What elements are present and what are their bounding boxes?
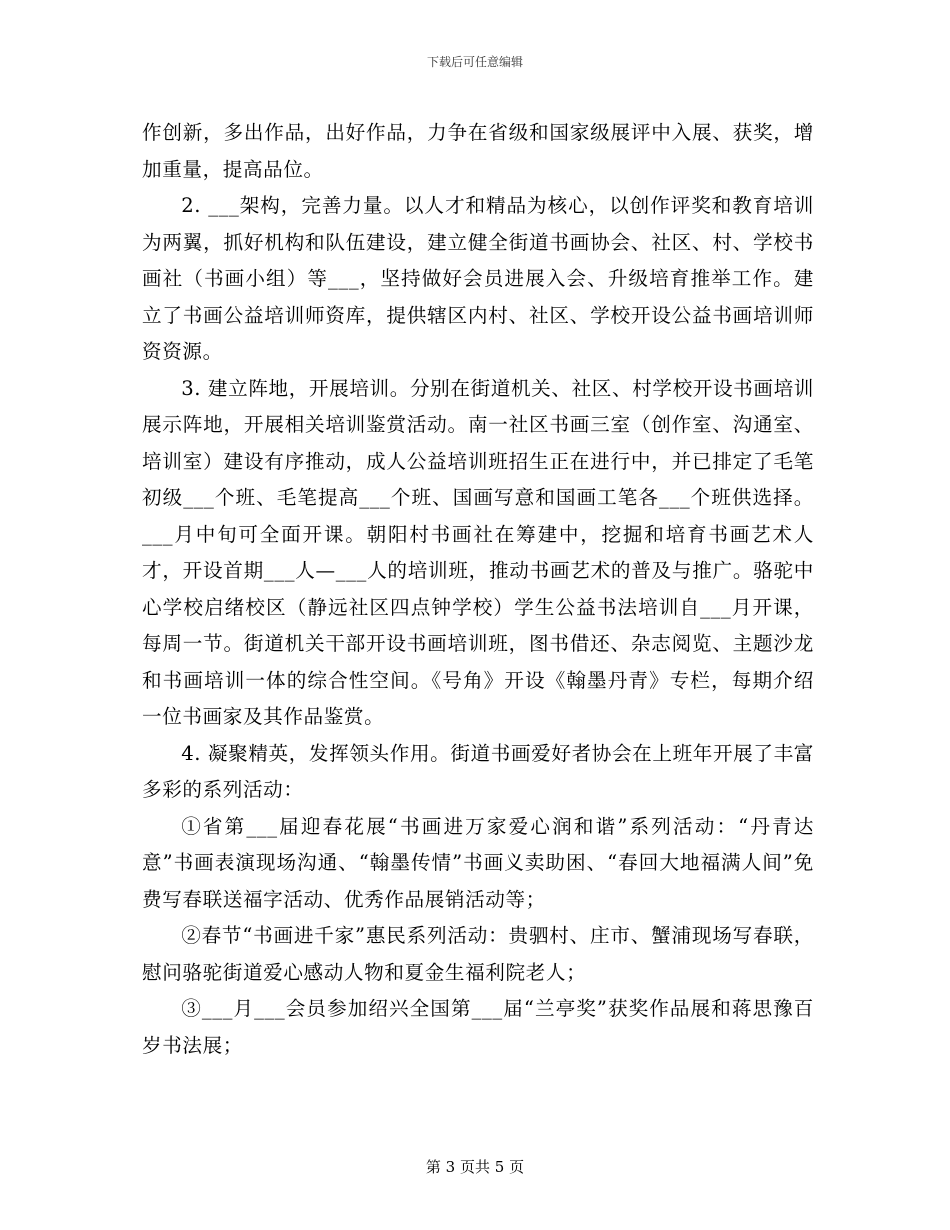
paragraph-4: 4. 凝聚精英，发挥领头作用。街道书画爱好者协会在上班年开展了丰富多彩的系列活动： bbox=[142, 741, 814, 801]
paragraph-1: 作创新，多出作品，出好作品，力争在省级和国家级展评中入展、获奖，增加重量，提高品位。 bbox=[142, 121, 814, 181]
list-item-2: ②春节“书画进千家”惠民系列活动：贵驷村、庄市、蟹浦现场写春联，慰问骆驼街道爱心感动人物和夏金生福利院老人； bbox=[142, 924, 814, 984]
page-footer: 第 3 页共 5 页 bbox=[425, 1158, 525, 1176]
paragraph-2: 2. ___架构，完善力量。以人才和精品为核心，以创作评奖和教育培训为两翼，抓好机构和队伍建设，建立健全街道书画协会、社区、村、学校书画社（书画小组）等___，坚持做好会员进展入会、升级培育推举工作。建立了书画公益培训师资库，提供辖区内村、社区、学校开设公益书画培训师资资源。 bbox=[142, 194, 814, 363]
list-item-1: ①省第___届迎春花展“书画进万家爱心润和谐”系列活动：“丹青达意”书画表演现场沟通、“翰墨传情”书画义卖助困、“春回大地福满人间”免费写春联送福字活动、优秀作品展销活动等； bbox=[142, 814, 814, 911]
list-item-3: ③___月___会员参加绍兴全国第___届“兰亭奖”获奖作品展和蒋思豫百岁书法展； bbox=[142, 997, 814, 1057]
paragraph-3: 3. 建立阵地，开展培训。分别在街道机关、社区、村学校开设书画培训展示阵地，开展相关培训鉴赏活动。南一社区书画三室（创作室、沟通室、培训室）建设有序推动，成人公益培训班招生正在进行中，并已排定了毛笔初级___个班、毛笔提高___个班、国画写意和国画工笔各___个班供选择。___月中旬可全面开课。朝阳村书画社在筹建中，挖掘和培育书画艺术人才，开设首期___人—___人的培训班，推动书画艺术的普及与推广。骆驼中心学校启绪校区（静远社区四点钟学校）学生公益书法培训自___月开课，每周一节。街道机关干部开设书画培训班，图书借还、杂志阅览、主题沙龙和书画培训一体的综合性空间。《号角》开设《翰墨丹青》专栏，每期介绍一位书画家及其作品鉴赏。 bbox=[142, 376, 814, 728]
document-body bbox=[142, 115, 814, 1064]
page-header: 下载后可任意编辑 bbox=[426, 55, 523, 69]
